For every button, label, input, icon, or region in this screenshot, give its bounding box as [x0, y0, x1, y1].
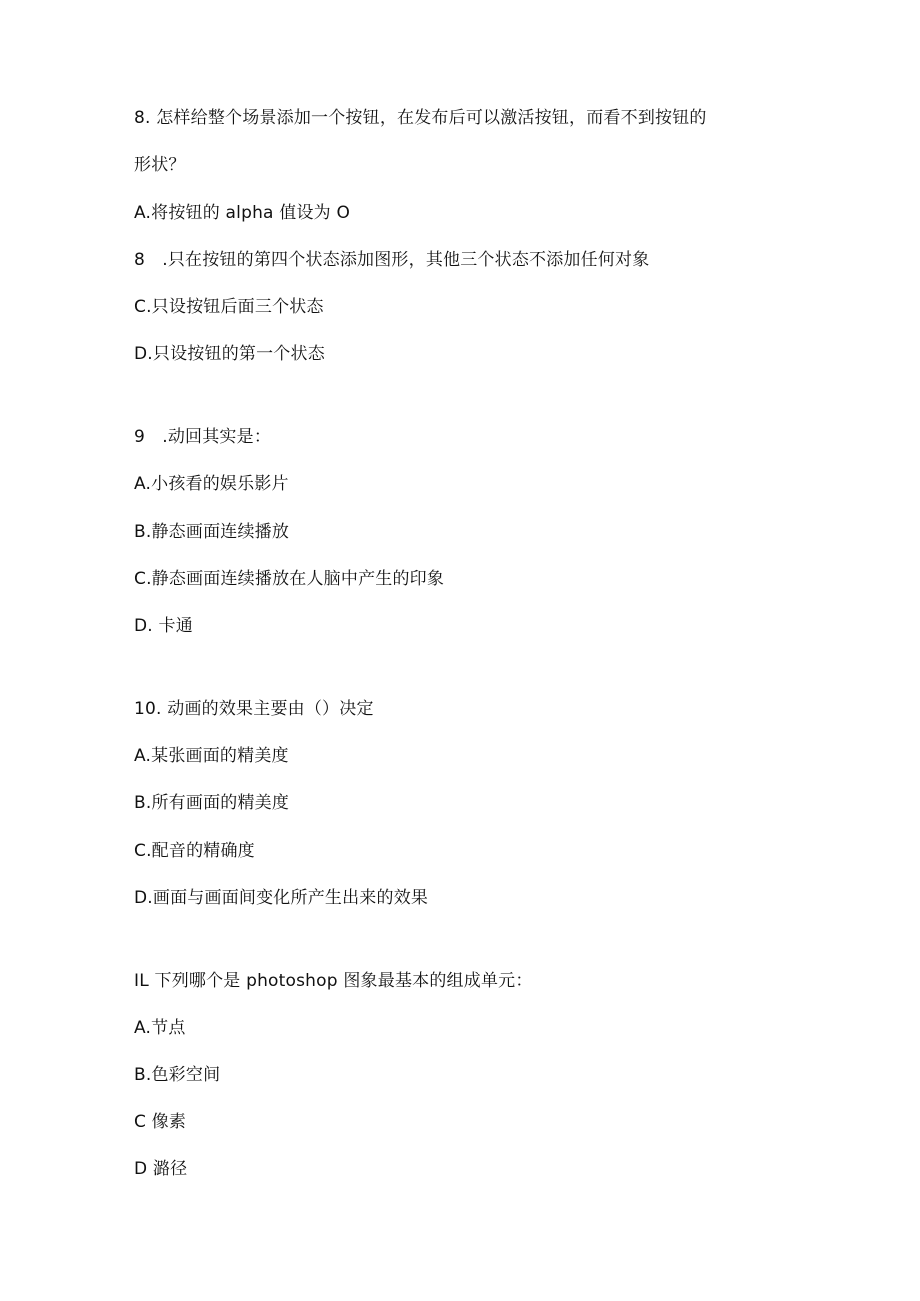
question-8-option-c: C.只设按钮后面三个状态 — [134, 297, 324, 317]
question-8-option-a: A.将按钮的 alpha 值设为 O — [134, 203, 351, 223]
question-9-option-a: A.小孩看的娱乐影片 — [134, 474, 289, 494]
question-8-stem-line-1: 8. 怎样给整个场景添加一个按钮，在发布后可以激活按钮，而看不到按钮的 — [134, 108, 707, 128]
question-10-option-d: D.画面与画面间变化所产生出来的效果 — [134, 888, 429, 908]
question-11-option-c: C 像素 — [134, 1112, 187, 1132]
question-9-stem: 9 .动回其实是： — [134, 427, 272, 447]
question-11-option-b: B.色彩空间 — [134, 1065, 221, 1085]
question-11-stem: IL 下列哪个是 photoshop 图象最基本的组成单元： — [134, 971, 533, 991]
question-11-option-a: A.节点 — [134, 1018, 186, 1038]
question-8-option-b: 8 .只在按钮的第四个状态添加图形，其他三个状态不添加任何对象 — [134, 250, 650, 270]
question-10-option-b: B.所有画面的精美度 — [134, 793, 290, 813]
question-10-stem: 10. 动画的效果主要由（）决定 — [134, 699, 374, 719]
question-9-option-d: D. 卡通 — [134, 616, 193, 636]
question-10-option-a: A.某张画面的精美度 — [134, 746, 289, 766]
question-8-stem-line-2: 形状？ — [134, 155, 186, 175]
question-11-option-d: D 潞径 — [134, 1159, 188, 1179]
question-9-option-c: C.静态画面连续播放在人脑中产生的印象 — [134, 569, 445, 589]
question-8-option-d: D.只设按钮的第一个状态 — [134, 344, 325, 364]
question-9-option-b: B.静态画面连续播放 — [134, 522, 290, 542]
question-10-option-c: C.配音的精确度 — [134, 841, 255, 861]
